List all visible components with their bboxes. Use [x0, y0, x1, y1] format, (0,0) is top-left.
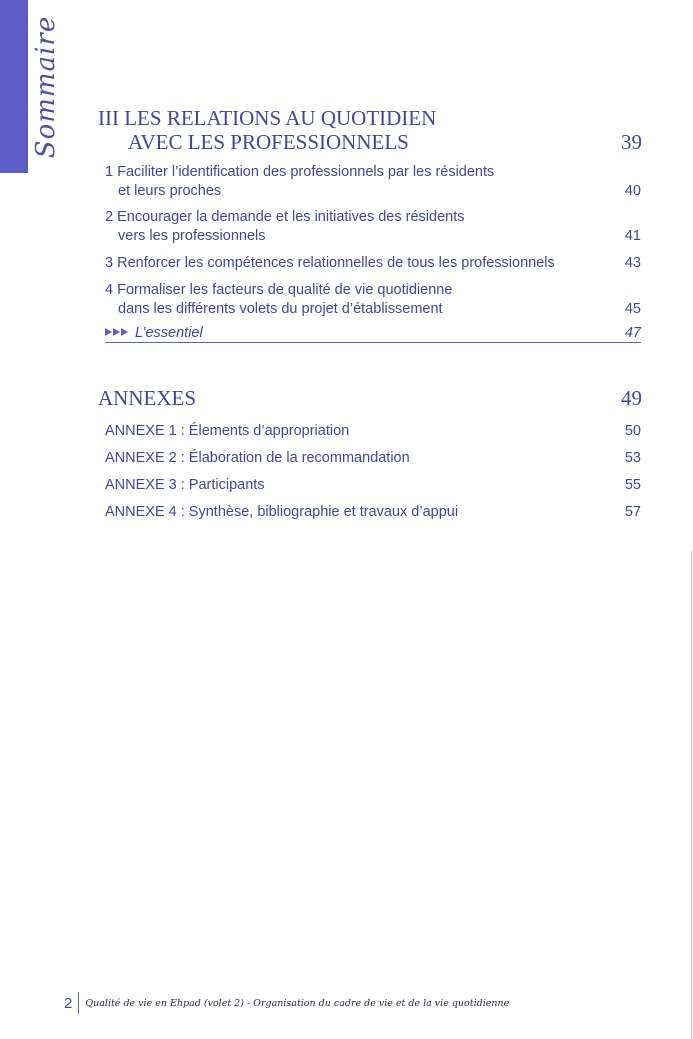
- footer-text: Qualité de vie en Ehpad (volet 2) - Organisation du cadre de vie et de la vie quotidienne: [85, 997, 510, 1009]
- toc-entry-1-line2: et leurs proches: [118, 183, 222, 199]
- toc-entry-4[interactable]: [105, 281, 641, 319]
- section-3-title-line1: III LES RELATIONS AU QUOTIDIEN: [98, 106, 437, 130]
- page-edge-rule: [691, 550, 692, 1039]
- triple-arrow-icon: [105, 327, 131, 337]
- toc-entry-4-page: 45: [624, 301, 641, 317]
- toc-entry-3[interactable]: [105, 254, 641, 273]
- annexes-heading[interactable]: [98, 386, 642, 410]
- annexes-title: ANNEXES: [98, 386, 196, 410]
- toc-entry-essentiel[interactable]: [105, 324, 641, 342]
- toc-entry-4-line1: 4 Formaliser les facteurs de qualité de vie quotidienne: [105, 282, 453, 298]
- toc-entry-1-page: 40: [624, 183, 641, 199]
- sidebar-accent-bar: [0, 0, 28, 173]
- annexe-4-label: ANNEXE 4 : Synthèse, bibliographie et travaux d’appui: [105, 504, 459, 520]
- annexe-1-label: ANNEXE 1 : Élements d’appropriation: [105, 423, 350, 439]
- toc-entry-4-line2: dans les différents volets du projet d’établissement: [118, 301, 443, 317]
- page-footer: [64, 992, 509, 1014]
- section-3-title-line2: AVEC LES PROFESSIONNELS: [128, 130, 409, 154]
- essentiel-page: 47: [624, 325, 641, 341]
- toc-entry-3-line1: 3 Renforcer les compétences relationnelles de tous les professionnels: [105, 255, 555, 271]
- section-3-heading[interactable]: [98, 106, 642, 154]
- toc-entry-2-line2: vers les professionnels: [118, 228, 266, 244]
- annexe-entry-4[interactable]: [105, 503, 641, 522]
- annexe-entry-2[interactable]: [105, 449, 641, 468]
- sidebar-title: [29, 0, 63, 173]
- sommaire-label: Sommaire: [31, 15, 61, 158]
- annexe-2-page: 53: [624, 450, 641, 466]
- annexe-entry-1[interactable]: [105, 422, 641, 441]
- annexe-3-page: 55: [624, 477, 641, 493]
- footer-separator: [78, 992, 79, 1014]
- toc-entry-1-line1: 1 Faciliter l’identification des professionnels par les résidents: [105, 164, 495, 180]
- annexes-page: 49: [621, 386, 642, 410]
- toc-entry-2[interactable]: [105, 208, 641, 246]
- section-divider: [105, 342, 641, 343]
- annexe-1-page: 50: [624, 423, 641, 439]
- annexe-4-page: 57: [624, 504, 641, 520]
- toc-entry-3-page: 43: [624, 255, 641, 271]
- toc-entry-1[interactable]: [105, 163, 641, 201]
- essentiel-label: L’essentiel: [135, 325, 203, 341]
- toc-entry-2-page: 41: [624, 228, 641, 244]
- annexe-3-label: ANNEXE 3 : Participants: [105, 477, 265, 493]
- annexe-2-label: ANNEXE 2 : Élaboration de la recommandation: [105, 450, 410, 466]
- footer-page-number: 2: [64, 994, 73, 1012]
- section-3-page: 39: [621, 130, 642, 154]
- toc-entry-2-line1: 2 Encourager la demande et les initiatives des résidents: [105, 209, 465, 225]
- annexe-entry-3[interactable]: [105, 476, 641, 495]
